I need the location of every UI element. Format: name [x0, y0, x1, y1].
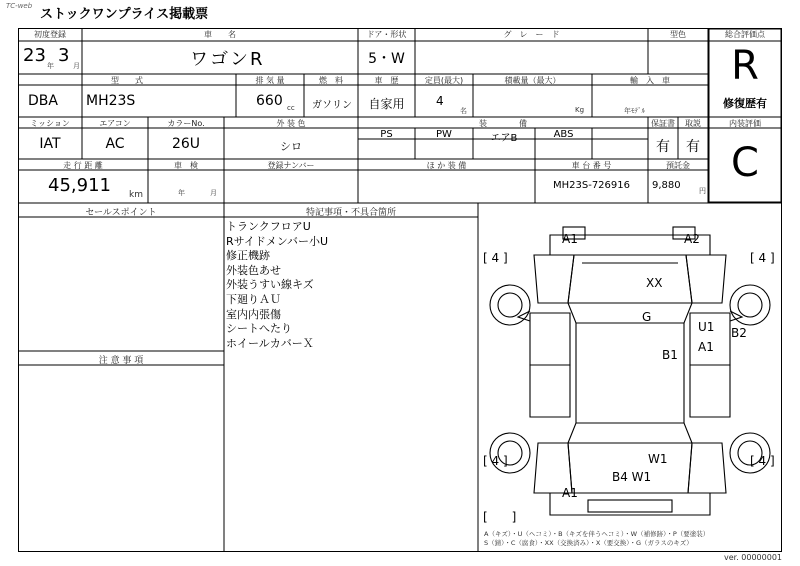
label-manual: 取説: [685, 119, 701, 128]
label-sales-point: セールスポイント: [85, 208, 157, 218]
label-overall-eval: 総合評価点: [725, 30, 765, 39]
equip-ps: PS: [380, 129, 393, 140]
list-item: 外装うすい線キズ: [226, 278, 314, 292]
import-model-year: 年ﾓﾃﾞﾙ: [624, 107, 645, 115]
list-item: トランクフロアU: [226, 220, 311, 233]
capacity: 4: [436, 94, 444, 108]
label-inspection: 車 検: [174, 161, 198, 170]
tire-fl-label: [ 4 ]: [483, 251, 508, 265]
label-chassis-no: 車 台 番 号: [571, 161, 612, 170]
mark-g: G: [642, 310, 652, 324]
label-aircon: エアコン: [99, 119, 131, 128]
mark-b1: B1: [662, 348, 678, 362]
list-item: 修正機跡: [226, 249, 270, 263]
label-door-shape: ドア・形状: [366, 30, 407, 39]
label-interior-eval: 内装評価: [729, 119, 761, 128]
legend-line-2: S（錆）・C（腐食）・XX（交換済み）・X（要交換）・G（ガラスのキズ）: [484, 539, 693, 547]
reg-month: 3: [58, 45, 70, 66]
unit-year: 年: [178, 189, 185, 197]
equip-abs: ABS: [553, 129, 574, 140]
logo: TC-web: [6, 2, 33, 10]
unit-month-top: 月: [73, 62, 80, 70]
label-mission: ミッション: [30, 119, 70, 128]
model-prefix: DBA: [28, 93, 58, 109]
label-car-history: 車 歴: [374, 76, 399, 85]
chassis-no: MH23S-726916: [552, 180, 630, 191]
label-displacement: 排 気 量: [255, 76, 285, 85]
list-item: 下廻りＡＵ: [226, 292, 281, 306]
sheet: [18, 28, 782, 552]
label-color-no: カラーNo.: [167, 119, 205, 128]
equip-pw: PW: [436, 129, 452, 140]
mark-xx: XX: [646, 276, 663, 290]
mark-a1-front: A1: [562, 232, 578, 246]
unit-cc: cc: [287, 104, 295, 112]
page-title: ストックワンプライス掲載票: [40, 7, 209, 22]
manual: 有: [686, 139, 700, 155]
unit-month: 月: [210, 189, 217, 197]
remarks-list: [226, 220, 328, 351]
overall-grade: R: [731, 43, 759, 89]
mark-b2: B2: [731, 326, 747, 340]
label-load: 積載量（最大）: [504, 76, 561, 85]
label-equipment: 装 備: [479, 119, 527, 128]
unit-kg: Kg: [575, 106, 585, 114]
mileage: 45,911: [48, 175, 111, 196]
label-exterior-color: 外 装 色: [276, 119, 306, 128]
tire-rl-label: [ 4 ]: [483, 454, 508, 468]
overall-note: 修復歴有: [723, 97, 767, 110]
label-warranty: 保証書: [651, 119, 675, 128]
car-diagram: [478, 203, 782, 552]
tire-fr-label: [ 4 ]: [750, 251, 775, 265]
mark-a2-front: A2: [684, 232, 700, 246]
label-color-code: 型色: [670, 30, 686, 39]
label-mileage: 走 行 距 離: [63, 161, 103, 170]
equip-airbag: エアB: [490, 133, 518, 144]
mark-w1-right: W1: [648, 452, 668, 466]
car-history: 自家用: [368, 97, 405, 111]
legend-line-1: A（キズ）・U（ヘコミ）・B（キズを伴うヘコミ）・W（補修跡）・P（要塗装）: [484, 530, 710, 538]
deposit: 9,880: [652, 180, 681, 191]
label-capacity: 定員(最大): [424, 76, 464, 85]
mark-a1-rear: A1: [562, 486, 578, 500]
warranty: 有: [656, 139, 670, 155]
label-deposit: 預託金: [666, 161, 690, 170]
car-name: ワゴンR: [190, 49, 265, 70]
list-item: 室内内張傷: [226, 307, 281, 321]
label-fuel: 燃 料: [319, 76, 343, 85]
exterior-color: シロ: [280, 140, 302, 153]
unit-km: km: [129, 190, 143, 200]
interior-grade: C: [731, 140, 759, 186]
label-grade: グ レ ー ド: [503, 30, 560, 39]
fuel: ガソリン: [312, 100, 352, 111]
mark-b4-w1: B4 W1: [612, 470, 652, 484]
label-remarks: 特記事項・不具合箇所: [305, 208, 396, 218]
label-import: 輸 入 車: [630, 76, 670, 85]
mark-u1: U1: [698, 320, 715, 334]
mission: IAT: [39, 136, 61, 152]
mark-a1-right: A1: [698, 340, 714, 354]
list-item: ホイールカバーＸ: [226, 336, 314, 350]
model-code: MH23S: [86, 93, 136, 109]
label-other-equip: ほ か 装 備: [426, 161, 467, 170]
displacement: 660: [256, 93, 283, 109]
label-reg-number: 登録ナンバー: [267, 161, 315, 170]
reg-year: 23: [23, 45, 46, 66]
list-item: Rサイドメンバー小U: [226, 234, 329, 248]
unit-yen: 円: [699, 187, 706, 195]
spare-tire-label: [ ]: [483, 510, 517, 524]
list-item: 外装色あせ: [226, 263, 281, 277]
door-shape: 5・W: [368, 51, 405, 67]
label-first-reg: 初度登録: [34, 30, 66, 39]
unit-year-top: 年: [47, 62, 54, 70]
aircon: AC: [105, 136, 125, 152]
label-caution: 注 意 事 項: [98, 356, 144, 366]
tire-rr-label: [ 4 ]: [750, 454, 775, 468]
list-item: シートへたり: [226, 322, 292, 336]
color-no: 26U: [171, 136, 201, 152]
unit-persons: 名: [460, 107, 467, 115]
label-model: 型 式: [111, 76, 143, 85]
label-car-name: 車 名: [204, 30, 236, 39]
version-label: ver. 00000001: [723, 553, 782, 562]
